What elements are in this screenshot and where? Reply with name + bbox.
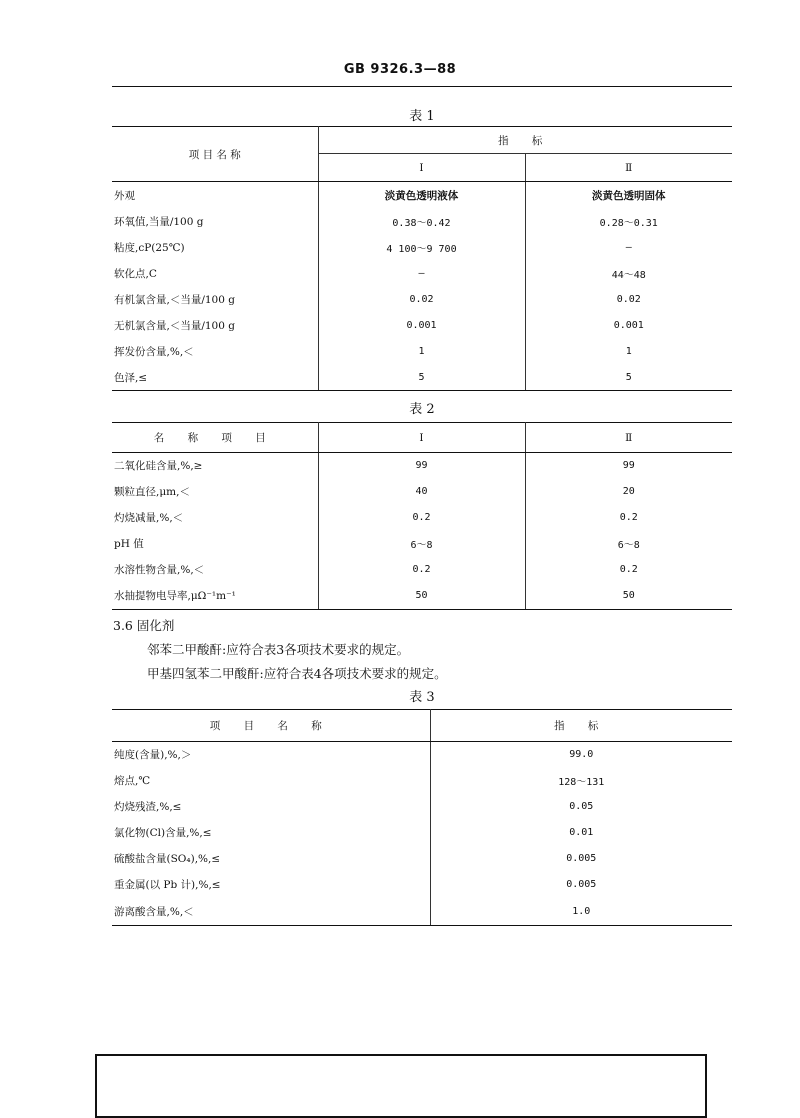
table1-item-header: 项 目 名 称 xyxy=(112,127,318,182)
table-row xyxy=(112,505,732,531)
row-value: 0.005 xyxy=(566,853,597,864)
row-item: 外观 xyxy=(112,182,318,209)
table-row xyxy=(112,261,732,287)
row-value-1: 0.02 xyxy=(318,287,525,313)
row-value-1: 50 xyxy=(318,583,525,610)
table-row xyxy=(112,742,732,768)
row-item: 重金属(以 Pb 计),%,≤ xyxy=(112,872,430,898)
row-value: 128～131 xyxy=(558,777,605,788)
table-row xyxy=(112,209,732,235)
table2 xyxy=(112,422,732,610)
row-value: 0.05 xyxy=(569,801,594,812)
row-value-2: 20 xyxy=(622,486,635,497)
table3-index-header: 指 标 xyxy=(430,710,732,742)
row-value-2: 0.2 xyxy=(619,564,638,575)
row-value-1: 1 xyxy=(318,339,525,365)
row-value-1: 99 xyxy=(318,453,525,479)
table-row xyxy=(112,313,732,339)
table2-item-header: 名 称 项 目 xyxy=(112,423,318,453)
row-item: 挥发份含量,%,＜ xyxy=(112,339,318,365)
table-row xyxy=(112,479,732,505)
table-row xyxy=(112,365,732,391)
row-value-2: 5 xyxy=(525,365,732,391)
table-row xyxy=(112,872,732,898)
row-value-2: 0.001 xyxy=(613,320,644,331)
table2-subcol-2: Ⅱ xyxy=(525,423,732,453)
row-item: 二氧化硅含量,%,≥ xyxy=(112,453,318,479)
row-value-1: 6～8 xyxy=(318,531,525,557)
row-value-2: 50 xyxy=(525,583,732,610)
row-value-2: 淡黄色透明固体 xyxy=(592,189,666,202)
row-item: pH 值 xyxy=(112,531,318,557)
section-paragraph: 甲基四氢苯二甲酸酐:应符合表4各项技术要求的规定。 xyxy=(147,666,447,681)
row-value-1: 40 xyxy=(318,479,525,505)
table-row xyxy=(112,820,732,846)
row-item: 灼烧减量,%,＜ xyxy=(112,505,318,531)
row-value-1: 0.2 xyxy=(318,505,525,531)
row-value-2: 1 xyxy=(625,346,632,357)
row-value-1: 淡黄色透明液体 xyxy=(318,182,525,209)
row-value-1: 0.001 xyxy=(318,313,525,339)
row-value: 0.01 xyxy=(569,827,594,838)
row-item: 颗粒直径,μm,＜ xyxy=(112,479,318,505)
table1-subcol-2: Ⅱ xyxy=(525,154,732,182)
row-item: 纯度(含量),%,＞ xyxy=(112,742,430,768)
section-paragraph: 邻苯二甲酸酐:应符合表3各项技术要求的规定。 xyxy=(147,642,410,657)
table1-caption: 表 1 xyxy=(409,109,435,124)
row-value-1: 0.2 xyxy=(318,557,525,583)
row-item: 软化点,C xyxy=(112,261,318,287)
table-row xyxy=(112,182,732,209)
row-item: 水抽提物电导率,μΩ⁻¹m⁻¹ xyxy=(112,583,318,610)
row-value: 99.0 xyxy=(569,749,594,761)
table-row xyxy=(112,531,732,557)
row-value-2: 99 xyxy=(622,460,635,472)
table-row xyxy=(112,898,732,926)
table-row xyxy=(112,846,732,872)
row-value-2: 0.28～0.31 xyxy=(599,218,658,229)
standard-number-header: GB 9326.3—88 xyxy=(343,62,457,77)
row-item: 粘度,cP(25℃) xyxy=(112,235,318,261)
row-value: 1.0 xyxy=(430,898,732,926)
table-row xyxy=(112,583,732,610)
table-row xyxy=(112,453,732,479)
table-row xyxy=(112,287,732,313)
table-row xyxy=(112,339,732,365)
row-value-2: — xyxy=(625,242,632,253)
table-row xyxy=(112,557,732,583)
row-item: 游离酸含量,%,＜ xyxy=(112,898,430,926)
row-item: 色泽,≤ xyxy=(112,365,318,391)
table-row xyxy=(112,768,732,794)
row-item: 熔点,℃ xyxy=(112,768,430,794)
row-value-2: 44～48 xyxy=(611,270,646,281)
table3 xyxy=(112,709,732,926)
header-rule xyxy=(112,86,732,87)
row-item: 硫酸盐含量(SO₄),%,≤ xyxy=(112,846,430,872)
table1-subcol-1: I xyxy=(318,154,525,182)
row-item: 氯化物(Cl)含量,%,≤ xyxy=(112,820,430,846)
row-item: 有机氯含量,＜当量/100 g xyxy=(112,287,318,313)
row-value-1: 4 100～9 700 xyxy=(318,235,525,261)
row-value-1: 5 xyxy=(318,365,525,391)
table-row xyxy=(112,235,732,261)
row-value-1: 0.38～0.42 xyxy=(318,209,525,235)
section-heading: 3.6 固化剂 xyxy=(113,618,175,633)
table3-item-header: 项 目 名 称 xyxy=(112,710,430,742)
table2-caption: 表 2 xyxy=(409,402,435,417)
table1-index-header: 指 标 xyxy=(318,127,732,154)
table3-caption: 表 3 xyxy=(409,690,435,705)
row-value-2: 0.2 xyxy=(619,512,638,523)
table2-subcol-1: I xyxy=(318,423,525,453)
table1 xyxy=(112,126,732,391)
row-item: 环氧值,当量/100 g xyxy=(112,209,318,235)
row-value-2: 6～8 xyxy=(617,540,640,551)
table-row xyxy=(112,794,732,820)
row-item: 水溶性物含量,%,＜ xyxy=(112,557,318,583)
footer-frame xyxy=(95,1054,707,1118)
row-item: 无机氯含量,＜当量/100 g xyxy=(112,313,318,339)
row-value: 0.005 xyxy=(566,879,597,890)
row-item: 灼烧残渣,%,≤ xyxy=(112,794,430,820)
row-value-2: 0.02 xyxy=(616,294,641,305)
row-value-1: — xyxy=(318,261,525,287)
